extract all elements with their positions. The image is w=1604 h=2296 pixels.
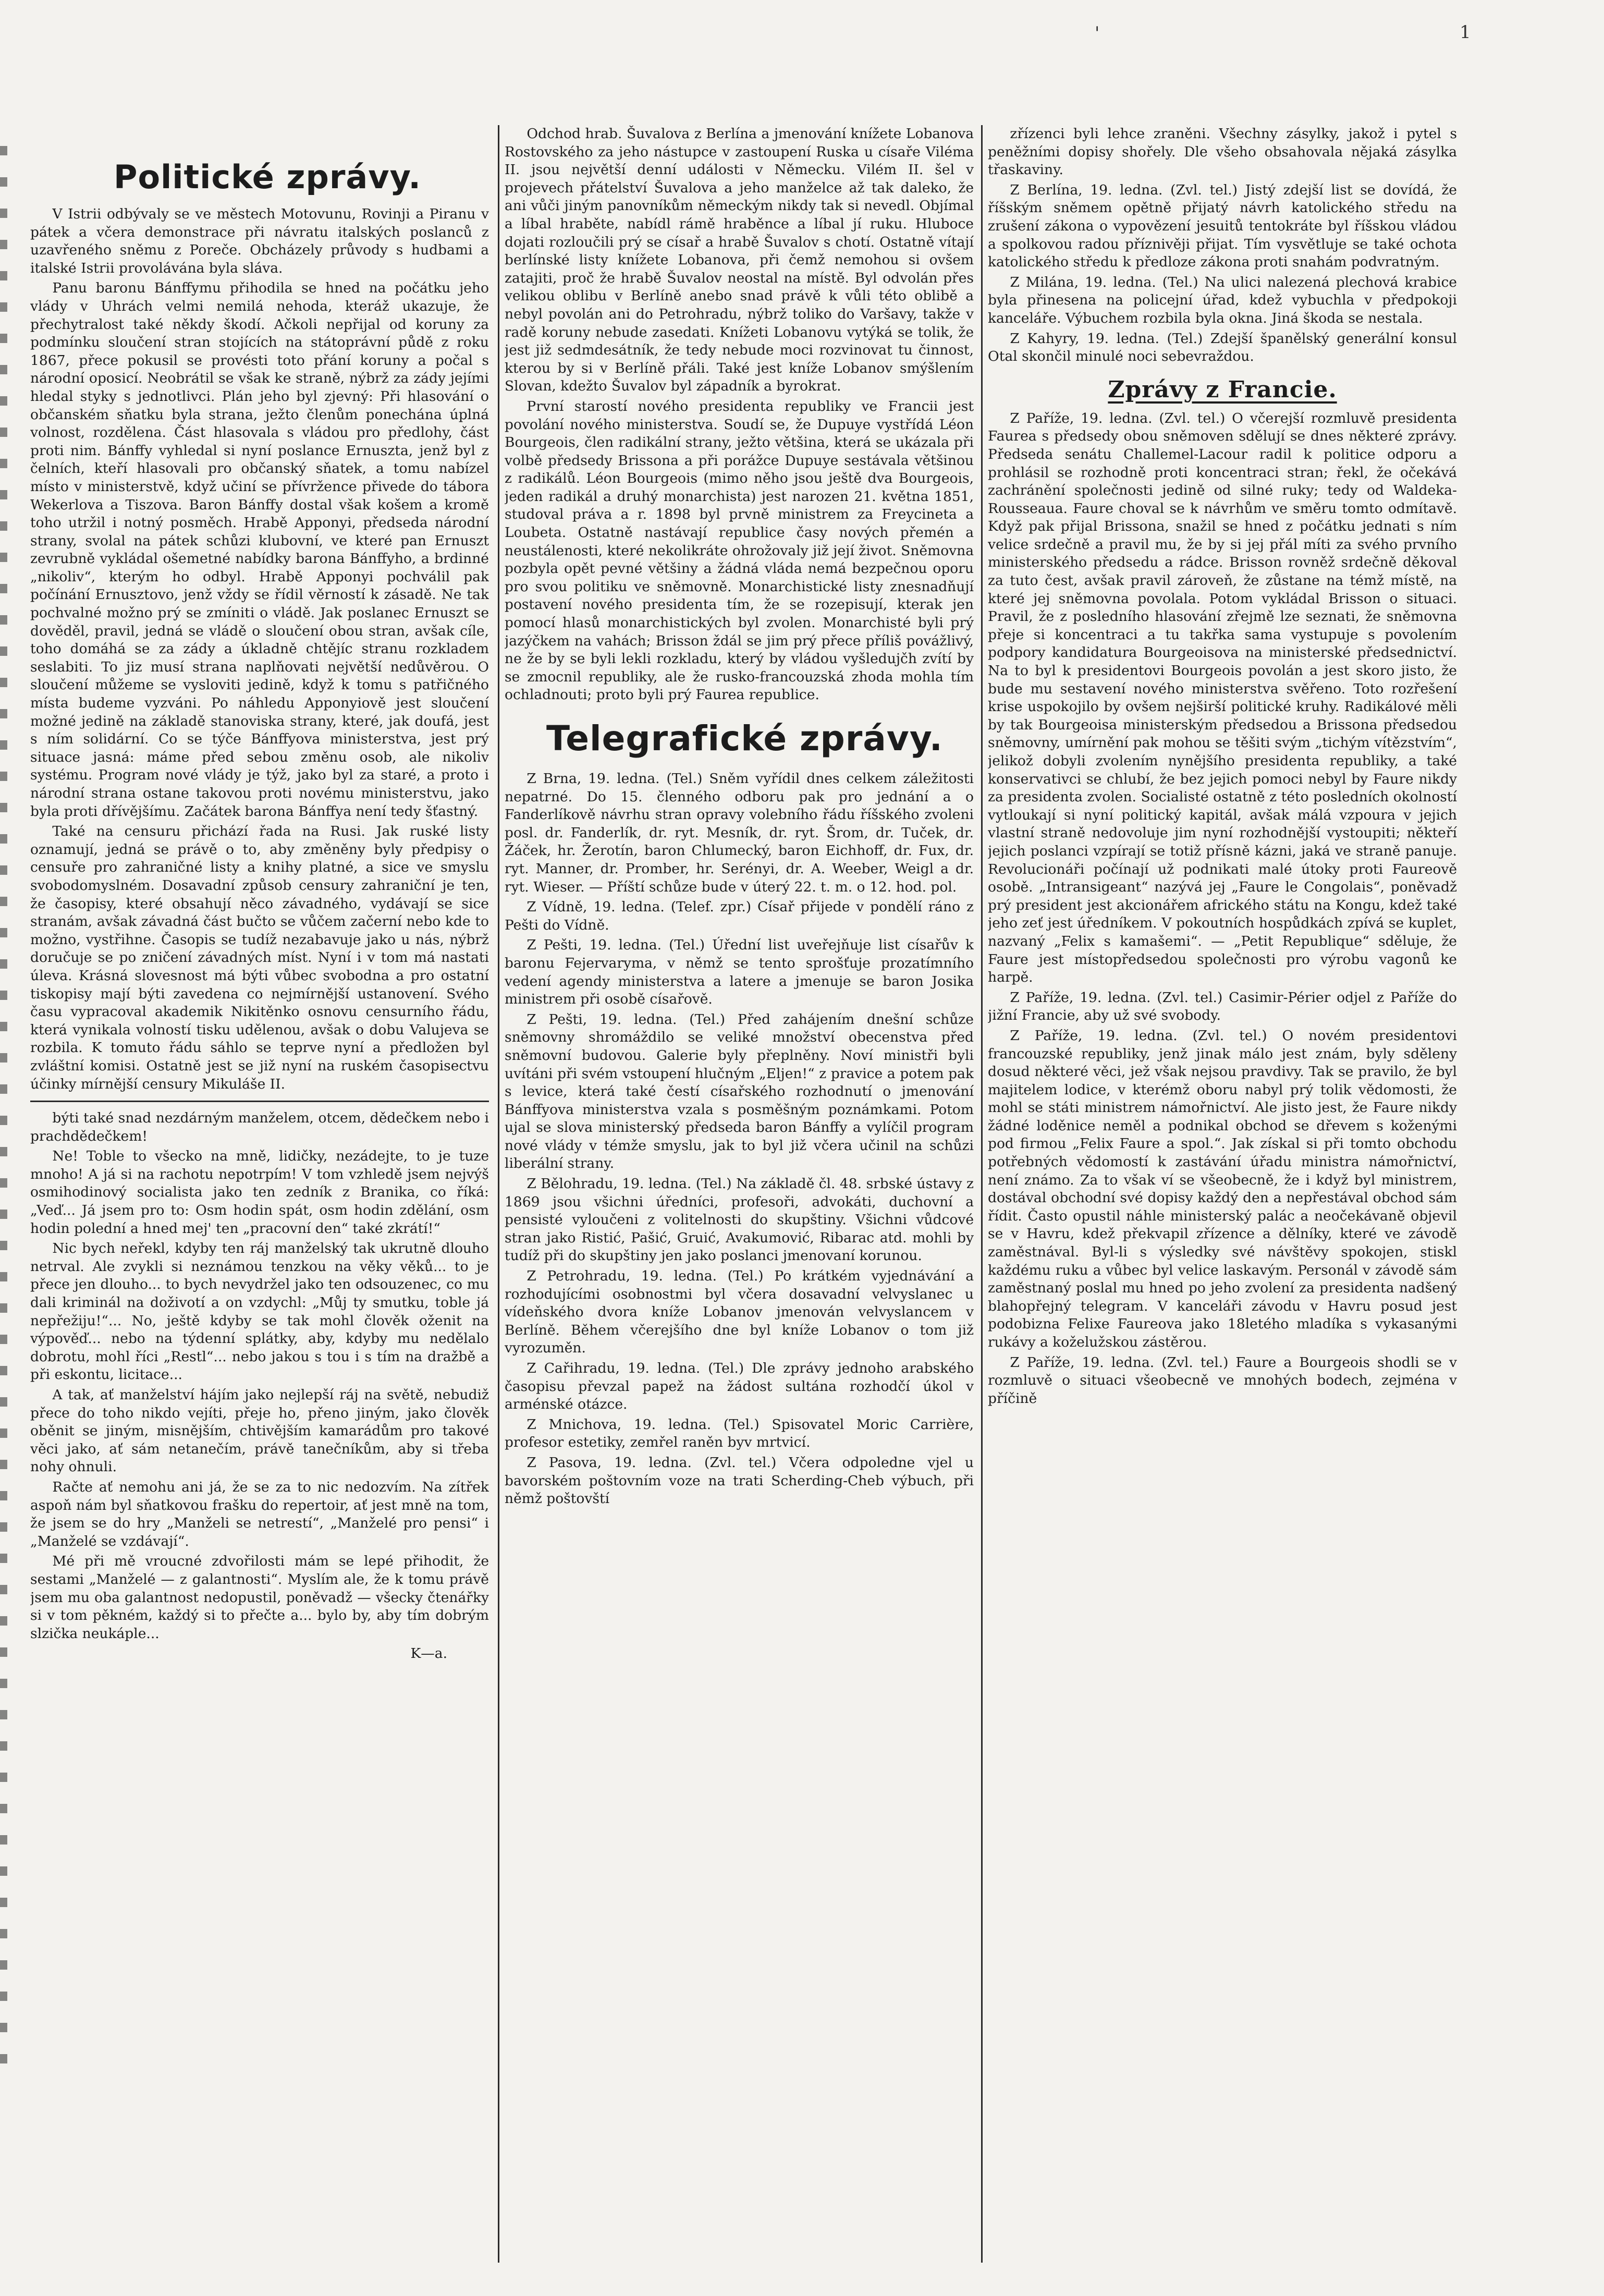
telegram-paragraph: Z Cařihradu, 19. ledna. (Tel.) Dle zprávy jednoho arabského časopisu převzal papež na žádost sultána rozhodčí úkol v arménské otázce.	[505, 1360, 974, 1413]
feuilleton-paragraph: A tak, ať manželství hájím jako nejlepší ráj na světě, nebudiž přece do toho nikdo vejíti, přeje ho, přeno jiným, jako člověk oběnit se jiným, misnějším, chtivějším kamarádům pro takové věci jako, ať sám netanečím, právě tanečníkům, aby si třeba nohy ohnuli.	[30, 1387, 489, 1475]
column-rule	[981, 125, 983, 2263]
telegram-paragraph: Z Brna, 19. ledna. (Tel.) Sněm vyřídil dnes celkem záležitosti nepatrné. Do 15. členného odboru pak pro jednání a o Fanderlíkově návrhu stran opravy volebního řádu říšského zvoleni posl. dr. Fanderlík, dr. ryt. Mesník, dr. ryt. Šrom, dr. Tuček, dr. Žáček, hr. Žerotín, baron Chlumecký, baron Eichhoff, dr. Fux, dr. ryt. Manner, dr. Promber, hr. Serényi, dr. A. Weeber, Weigl a dr. ryt. Wieser. — Příští schůze bude v úterý 22. t. m. o 12. hod. pol.	[505, 771, 974, 895]
column-3	[988, 125, 1457, 2283]
article-paragraph: Z Paříže, 19. ledna. (Zvl. tel.) O novém presidentovi francouzské republiky, jenž jinak málo jest znám, byly sděleny dosud některé věci, jež však nejsou pravdivy. Tak se pravilo, že byl majitelem lodice, v kterémž oboru nabyl prý tolik vědomosti, že mohl se státi ministrem námořnictví. Ale jisto jest, že Faure nikdy žádné loděnice neměl a podnikal obchod se dřevem s koženými pod firmou „Felix Faure a spol.“. Jak získal si při tomto obchodu potřebných vědomostí k zastávání úřadu ministra námořnictví, není známo. Za to však ví se všeobecně, že i když byl ministrem, dostával obchodní své dopisy každý den a nepřestával obchod sám řídit. Často opustil náhle ministerský palác a neočekávaně objevil se v Havru, kdež překvapil zřízence a dělníky, které ve závodě zaměstnával. Byl-li s výsledky své návštěvy spokojen, stiskl každému ruku a vůbec byl velice laskavým. Personál v závodě sám zaměstnaný poslal mu hned po jeho zvolení za presidenta nadšený blahopřejný telegram. V kanceláři závodu v Havru posud jest podobizna Felixe Faureova jako 18letého mladíka s vykasanými rukávy a koželužskou zástěrou.	[988, 1027, 1457, 1350]
telegram-paragraph: Z Pešti, 19. ledna. (Tel.) Úřední list uveřejňuje list císařův k baronu Fejervaryma, v němž se tento sprošťuje prozatímního vedení agendy ministerstva a latere a jmenuje se baron Josika ministrem při osobě císařově.	[505, 937, 974, 1008]
page-number: 1	[1460, 22, 1471, 43]
section-title-political-news: Politické zprávy.	[114, 158, 421, 196]
page-mark: '	[1095, 23, 1100, 44]
article-paragraph: Z Paříže, 19. ledna. (Zvl. tel.) Casimir-Périer odjel z Paříže do jižní Francie, aby už své svobody.	[988, 989, 1457, 1024]
telegram-paragraph: Z Mnichova, 19. ledna. (Tel.) Spisovatel Moric Carrière, profesor estetiky, zemřel raněn byv mrtvicí.	[505, 1416, 974, 1451]
section-title-news-from-france: Zprávy z Francie.	[1108, 376, 1337, 403]
telegram-paragraph: Z Pasova, 19. ledna. (Zvl. tel.) Včera odpoledne vjel u bavorském poštovním voze na trati Scherding-Cheb výbuch, při němž poštovští	[505, 1454, 974, 1507]
feuilleton-paragraph: Ne! Toble to všecko na mně, lidičky, nezádejte, to je tuze mnoho! A já si na rachotu nepotrpím! V tom vzhledě jsem nejvýš osmihodinový socialista jako ten zedník z Branika, co říká: „Veď... Já jsem pro to: Osm hodin spát, osm hodin zdělání, osm hodin polední a hned mej' ten „pracovní den“ také zkrátí!“	[30, 1148, 489, 1237]
telegram-paragraph: zřízenci byli lehce zraněni. Všechny zásylky, jakož i pytel s peněžními dopisy shořely. Dle všeho obsahovala nějaká zásylka třaskaviny.	[988, 126, 1457, 178]
telegram-paragraph: Z Berlína, 19. ledna. (Zvl. tel.) Jistý zdejší list se dovídá, že říšským sněmem opětně přijatý návrh katolického středu na zrušení zákona o vypovězení jesuitů tentokráte byl říšskou vládou a spolkovou radou příznivěji přijat. Tím vysvětluje se také ochota katolického středu k předloze zákona proti snahám podvratným.	[988, 181, 1457, 271]
column-1	[30, 125, 489, 2283]
telegram-paragraph: Z Milána, 19. ledna. (Tel.) Na ulici nalezená plechová krabice byla přinesena na policejní úřad, kdež vybuchla v předpokoji kanceláře. Výbuchem rozbila byla okna. Jiná škoda se nestala.	[988, 274, 1457, 326]
section-title-telegraphic-news: Telegrafické zprávy.	[546, 718, 943, 759]
article-paragraph: Také na censuru přichází řada na Rusi. Jak ruské listy oznamují, jedná se právě o to, aby změněny byly předpisy o censuře pro zahraničné listy a knihy platné, a sice ve smyslu svobodomyslném. Dosavadní způsob censury zahraniční je ten, že časopisy, které obsahují něco závadného, vydávají se sice stranám, avšak závadná část bučto se vůčem začerní nebo kde to možno, vystřihne. Časopis se tudíž nezabavuje jako u nás, nýbrž doručuje se po zničení závadných míst. Nyní i v tom má nastati úleva. Krásná slovesnost má býti vůbec svobodna a pro ostatní tiskopisy mají býti zavedena co nejmírnější ustanovení. Svého času vypracoval akademik Nikitěnko osnovu censurního řádu, která vynikala volností tisku udělenou, avšak o dobu Valujeva se rozbila. K tomuto řádu sáhlo se teprve nyní a předložen byl zvláštní komisi. Ostatně jest se již nyní na ruském časopisectvu účinky mírnější censury Mikuláše II.	[30, 823, 489, 1092]
author-signature: K—a.	[410, 1645, 447, 1662]
feuilleton-paragraph: Račte ať nemohu ani já, že se za to nic nedozvím. Na zítřek aspoň nám byl sňatkovou frašku do repertoir, ať jest mně na tom, že jsem se do hry „Manželi se netrestí“, „Manželé pro pensi“ i „Manželé se vzdávají“.	[30, 1479, 489, 1549]
telegram-paragraph: Z Petrohradu, 19. ledna. (Tel.) Po krátkém vyjednávání a rozhodujícími osobnostmi byl včera dosavadní velvyslanec u vídeňského dvora kníže Lobanov jmenován velvyslancem v Berlíně. Během včerejšího dne byl kníže Lobanov o tom již vyrozuměn.	[505, 1268, 974, 1357]
telegram-paragraph: Z Pešti, 19. ledna. (Tel.) Před zahájením dnešní schůze sněmovny shromáždilo se veliké množství obecenstva před sněmovní budovou. Galerie byly přeplněny. Noví ministři byli uvítáni při svém vstoupení hlučným „Eljen!“ z pravice a potem pak s levice, která také čestí císařského rozhodnutí o jmenování Bánffyova ministerstva vzala s posměšným poznámkami. Potom ujal se slova ministerský předseda baron Bánffy a vylíčil program nové vlády v témže smyslu, jak to byl již včera učinil na schůzi liberální strany.	[505, 1011, 974, 1172]
feuilleton-paragraph: býti také snad nezdárným manželem, otcem, dědečkem nebo i prachdědečkem!	[30, 1110, 489, 1144]
article-paragraph: Z Paříže, 19. ledna. (Zvl. tel.) Faure a Bourgeois shodli se v rozmluvě o situaci všeobecně ve mnohých bodech, zejména v příčině	[988, 1354, 1457, 1407]
article-paragraph: Z Paříže, 19. ledna. (Zvl. tel.) O včerejší rozmluvě presidenta Faurea s předsedy obou sněmoven sdělují se dnes některé zprávy. Předseda senátu Challemel-Lacour radil k politice odporu a prohlásil se rozhodně proti koncentraci stran; řekl, že očekává zachránění společnosti jedině od silné ruky; tedy od Waldeka-Rousseaua. Faure choval se k návrhům ve směru tomto odmítavě. Když pak přijal Brissona, snažil se hned z počátku jednati s ním velice srdečně a pravil mu, že by si jej přál míti za svého prvního ministerského předsedu a rádce. Brisson rovněž srdečně děkoval za tuto čest, avšak pravil zároveň, že zůstane na témž místě, na které jej sněmovna povolala. Potom vykládal Brisson o situaci. Pravil, že z posledního hlasování zřejmě lze seznati, že sněmovna přeje si koncentraci a tu takřka sama vystupuje s povolením podpory kandidatura Bourgeoisova na ministerské předsednictví. Na to byl k presidentovi Bourgeois povolán a jest skoro jisto, že bude mu sestavení nového ministerstva svěřeno. Toto rozřešení krise uspokojilo by ovšem nejširší politické kruhy. Radikálové měli by tak Bourgeoisa ministerským předsedou a Brissona předsedou sněmovny, umírnění pak mohou se těšiti svým „tichým vítězstvím“, jelikož dobyli zvolením nynějšího presidenta republiky, a také konservativci se chlubí, že bez jejich pomoci nebyl by Faure nikdy za presidenta zvolen. Socialisté ostatně z této posledních okolností vytloukají si nyní politický kapitál, avšak málá vzpoura v jejich vlastní straně nedovoluje jim nyní rozhodnější vystoupiti; někteří jejich poslanci vzpírají se totiž přísně kázni, jaká ve straně panuje. Revolucionáři počínají už podnikati malé útoky proti Faureově osobě. „Intransigeant“ nazývá jej „Faure le Congolais“, poněvadž prý president jest akcionářem afrického státu na Kongu, kdež také jeho zeť jest úředníkem. V pokoutních hospůdkách zpívá se kuplet, nazvaný „Felix s kamašemi“. — „Petit Republique“ sděluje, že Faure jest místopředsedou společnosti pro výrobu vagonů ke harpě.	[988, 410, 1457, 986]
telegram-paragraph: Z Vídně, 19. ledna. (Telef. zpr.) Císař přijede v pondělí ráno z Pešti do Vídně.	[505, 899, 974, 933]
article-paragraph: Odchod hrab. Šuvalova z Berlína a jmenování knížete Lobanova Rostovského za jeho nástupce v zastoupení Ruska u císaře Viléma II. jsou největší denní události v Německu. Vilém II. šel v projevech přátelství Šuvalova a jeho manželce až tak daleko, že ani vůči jiným panovníkům německým nikdy tak si nevedl. Objímal a líbal hraběte, nabídl rámě hraběnce a líbal jí ruku. Hluboce dojati rozloučili prý se císař a hrabě Šuvalov s chotí. Ostatně vítají berlínské listy knížete Lobanova, při čemž nemohou si ovšem zatajiti, proč že hrabě Šuvalov neostal na místě. Byl odvolán přes velikou oblibu v Berlíně anebo snad právě k vůli této oblibě a nebyl povolán ani do Petrohradu, nýbrž toliko do Varšavy, takže v radě koruny nebude zasedati. Knížeti Lobanovu vytýká se tolik, že jest již sedmdesátník, že tedy nebude moci rozvinovat tu činnost, kterou by si v Berlíně přáli. Také jest kníže Lobanov smýšlením Slovan, kdežto Šuvalov byl západník a byrokrat.	[505, 126, 974, 395]
binding-edge	[0, 146, 7, 2075]
article-paragraph: V Istrii odbývaly se ve městech Motovunu, Rovinji a Piranu v pátek a včera demonstrace při návratu italských poslanců z uzavřeného sněmu z Poreče. Obcházely průvody s hudbami a italské Istrii provolávána byla sláva.	[30, 206, 489, 276]
feuilleton-paragraph: Mé při mě vroucné zdvořilosti mám se lepé přihodit, že sestami „Manželé — z galantnosti“. Myslím ale, že k tomu právě jsem mu oba galantnost nedopustil, poněvadž — všecky čtenářky si v tom pěkném, každý si to přečte a... bylo by, aby tím dobrým slzička neukáple...	[30, 1553, 489, 1642]
telegram-paragraph: Z Bělohradu, 19. ledna. (Tel.) Na základě čl. 48. srbské ústavy z 1869 jsou všichni úředníci, profesoři, advokáti, duchovní a pensisté vyloučeni z volitelnosti do skupštiny. Všichni vůdcové stran jako Ristić, Pašić, Gruić, Avakumović, Ribarac atd. mohli by tudíž při do skupštiny jen jako poslanci jmenovaní korunou.	[505, 1176, 974, 1264]
column-2	[505, 125, 974, 2283]
telegram-paragraph: Z Kahyry, 19. ledna. (Tel.) Zdejší španělský generální konsul Otal skončil minulé noci sebevraždou.	[988, 330, 1457, 365]
column-rule	[498, 125, 499, 2263]
feuilleton-paragraph: Nic bych neřekl, kdyby ten ráj manželský tak ukrutně dlouho netrval. Ale zvykli si neznámou tenzkou na věky věků... to je přece jen dlouho... to bych nevydržel jako ten odsouzenec, co mu dali kriminál na doživotí a on vzdychl: „Můj ty smutku, toble já nepřežiju!“... No, ještě kdyby se tak mohl člověk oženit na výpověď... nebo na týdenní splátky, aby, kdyby mu nedělalo dobrotu, mohl říci „Restl“... nebo jakou s tou i s tím na dražbě a při eskontu, licitace...	[30, 1240, 489, 1383]
page-header-marks	[0, 15, 1604, 56]
feuilleton-separator	[30, 1101, 489, 1102]
article-paragraph: První starostí nového presidenta republiky ve Francii jest povolání nového ministerstva. Soudí se, že Dupuye vystřídá Léon Bourgeois, člen radikální strany, ježto většina, která se ukázala při volbě předsedy Brissona a při porážce Dupuye sestávala většinou z radikálů. Léon Bourgeois (mimo něho jsou ještě dva Bourgeois, jeden radikál a druhý monarchista) jest narozen 21. května 1851, studoval práva a r. 1898 byl prvně ministrem za Freycineta a Loubeta. Ostatně nastávají republice časy nových přemén a neustálenosti, které nekolikráte ohrožovaly již její život. Sněmovna pozbyla opět pevné většiny a žádná vláda nemá bezpečnou oporu pro svou politiku ve sněmovně. Monarchistické listy znesnadňují postavení nového presidenta tím, že se rozepisují, kterak jen pomocí hlasů monarchistických byl zvolen. Monarchisté byli prý jazýčkem na vahách; Brisson ždál se jim prý přece příliš povážlivý, ne že by se byli lekli rozkladu, který by vládou vyšledujčh zvítí by se zmocnil republiky, ale že rusko-francouzská zhoda mohla tím ochladnouti; proto byli prý Faurea republice.	[505, 398, 974, 703]
article-paragraph: Panu baronu Bánffymu přihodila se hned na počátku jeho vlády v Uhrách velmi nemilá nehoda, kteráž ukazuje, že přechytralost také někdy škodí. Ačkoli nepřijal od koruny za podmínku sloučení stran stojících na státoprávní půdě z roku 1867, přece pokusil se provésti toto přání koruny a počal s národní oposicí. Neobrátil se však ke straně, nýbrž za zády jejími hledal styky s jednotlivci. Plán jeho byl zjevný: Při hlasování o občanském sňatku byla strana, ježto členům ponechána úplná volnost, rozdělena. Část hlasovala s vládou pro předlohy, část proti nim. Bánffy vyhledal si nyní poslance Ernuszta, jenž byl z čelních, kteří hlasovali pro občanský sňatek, a tomu nabízel místo v ministerstvě, když učiní se přívržence přivede do tábora Wekerlova a Tiszova. Baron Bánffy dostal však košem a kromě toho utržil i notný posměch. Hrabě Apponyi, předseda národní strany, svolal na pátek schůzi klubovní, ve které pan Ernuszt zevrubně vykládal ošemetné nabídky barona Bánffyho, a brdinné „nikoliv“, kterým ho odbyl. Hrabě Apponyi pochválil pak počínání Ernusztovo, jenž vždy se řídil věrností k zásadě. Ne tak pochvalné možno prý se zmíniti o vládě. Jak poslanec Ernuszt se dověděl, pravil, jedná se vládě o sloučení obou stran, avšak cíle, toho domáhá se za zády a úkladně chtějíc stranu rozkladem seslabiti. To jiz musí strana naplňovati největší nedůvěrou. O sloučení můžeme se vysloviti jedině, když k tomu s patřičného místa budeme vyzváni. Po náhledu Apponyiově jest sloučení možné jedině na základě stanoviska strany, které, jak doufá, jest s ním solidární. Co se týče Bánffyova ministerstva, jest prý situace jasná: máme před sebou změnu osob, ale nikoliv systému. Program nové vlády je týž, jako byl za staré, a proto i národní strana ostane takovou proti novému ministerstvu, jako byla proti dřívějšímu. Začátek barona Bánffya není tedy šťastný.	[30, 280, 489, 820]
